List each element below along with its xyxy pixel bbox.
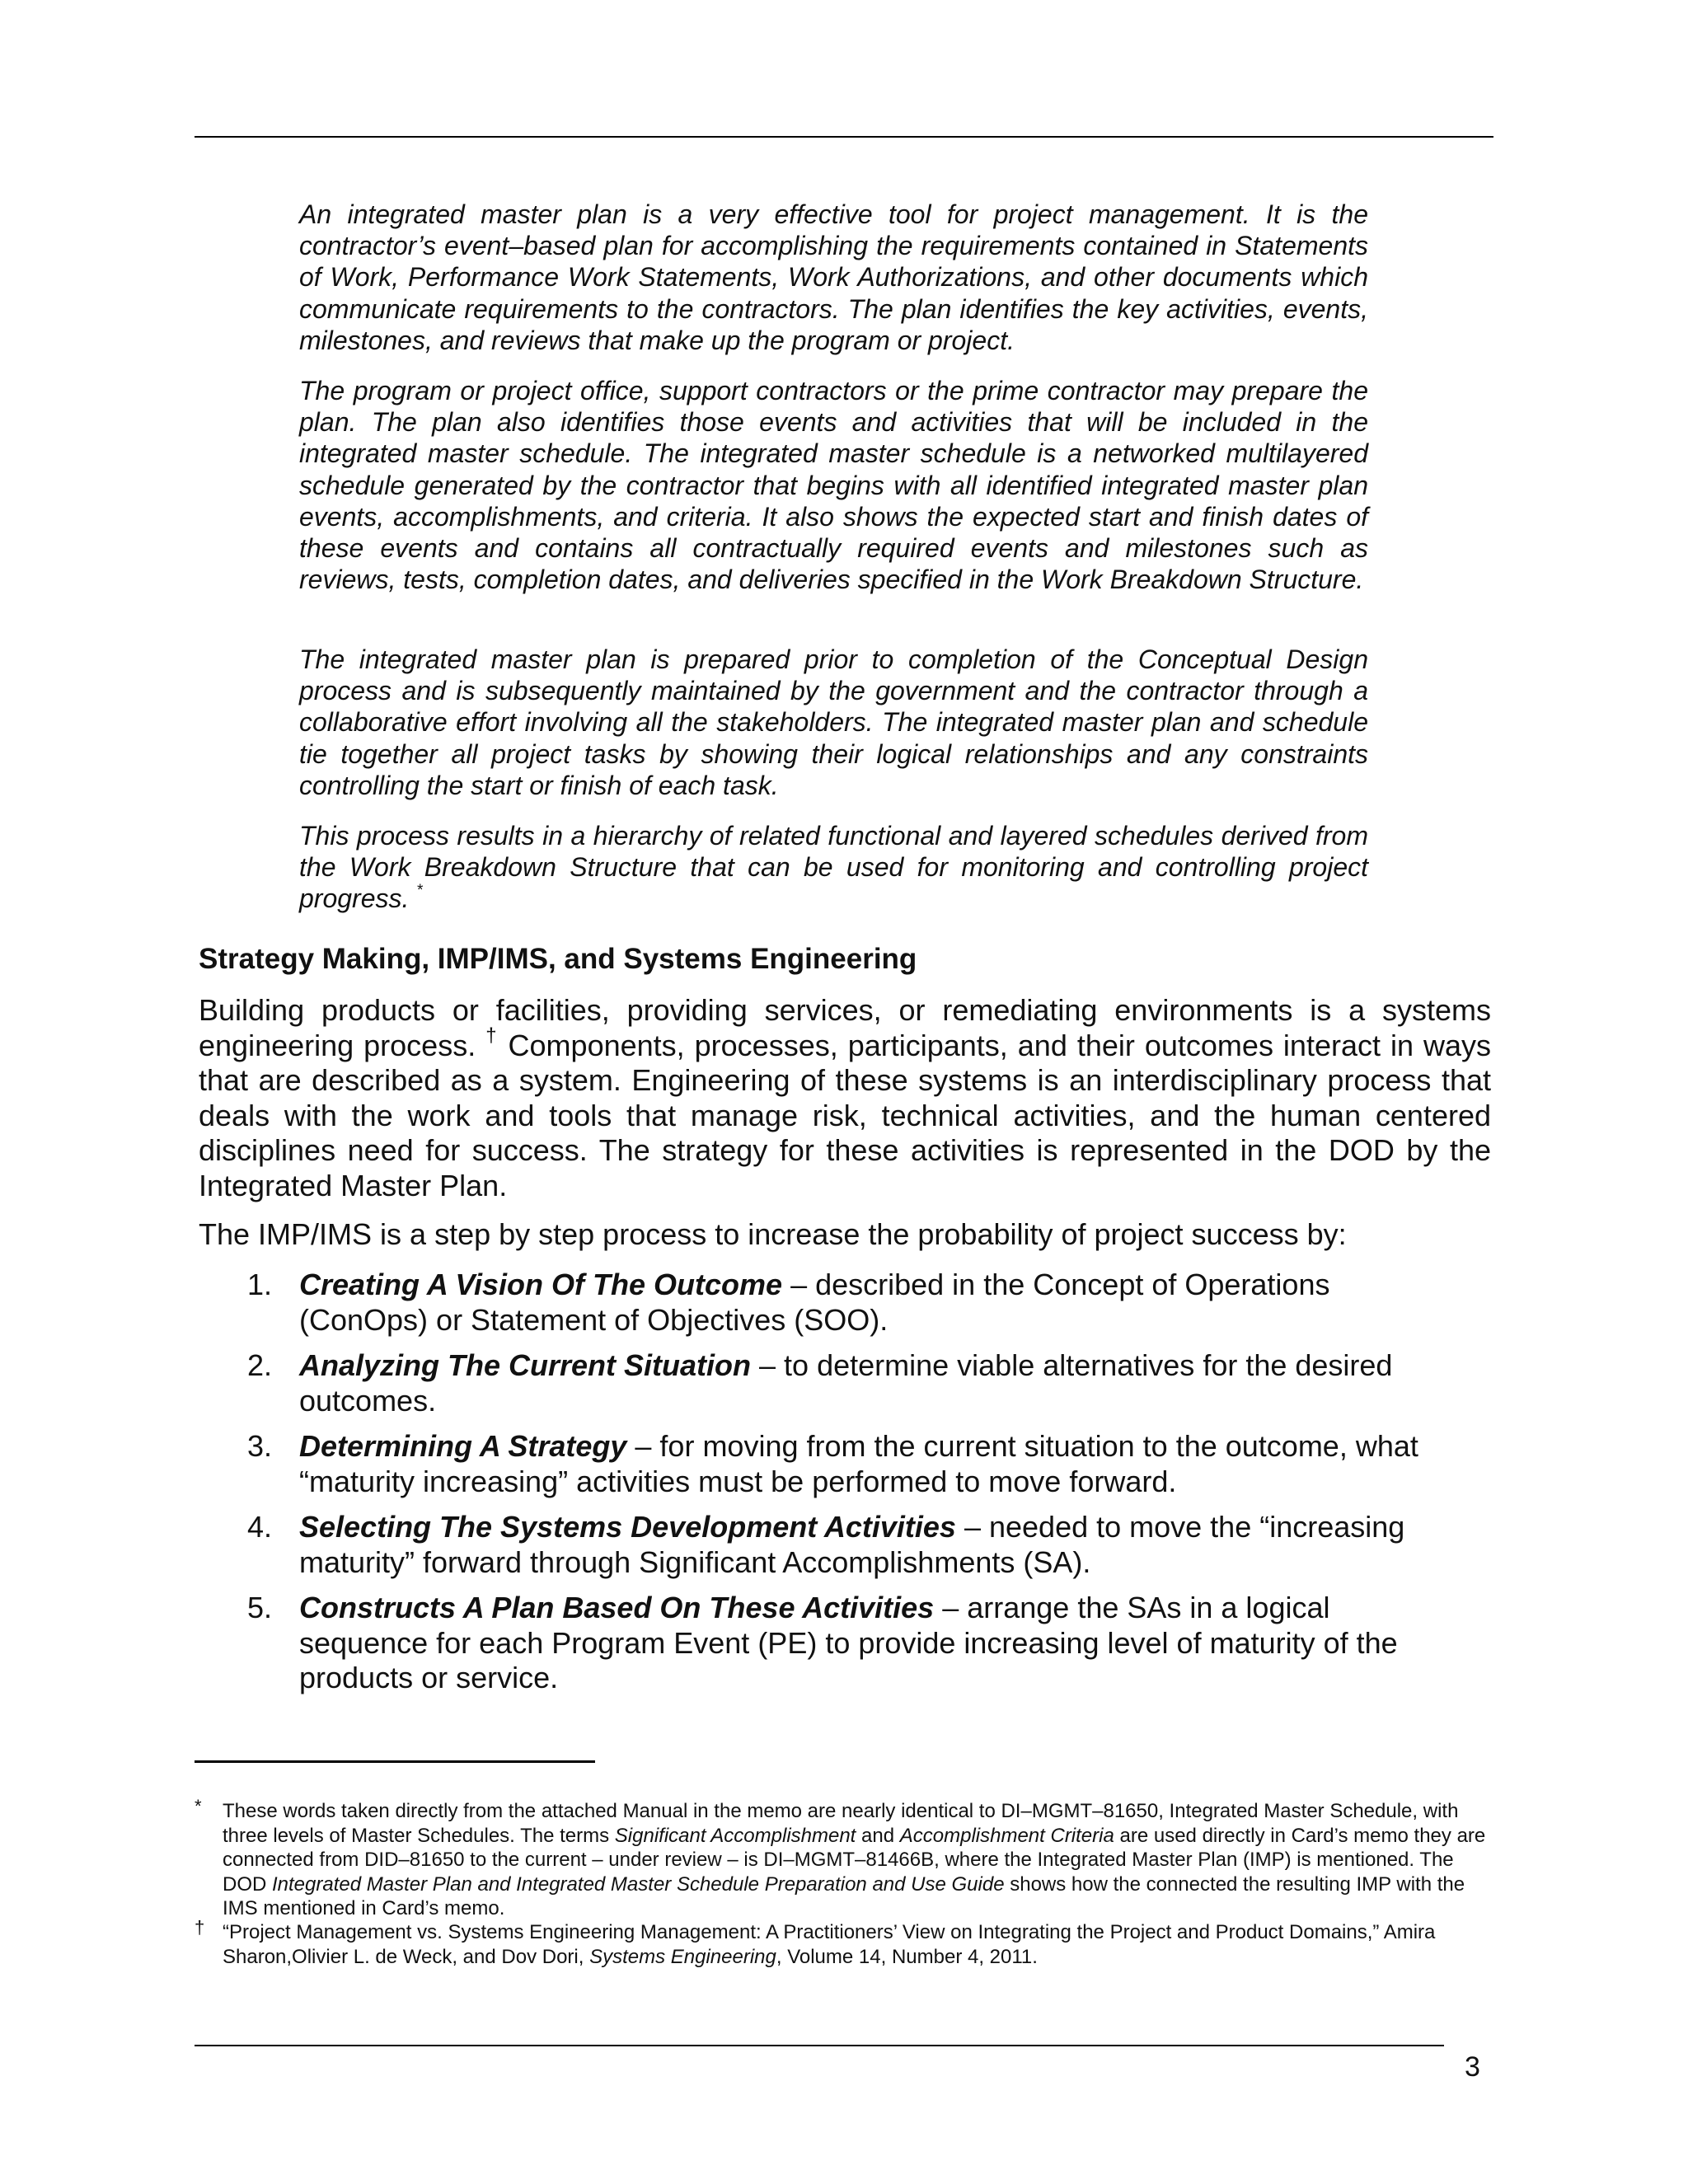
footnote-1-text [223, 1799, 1496, 1921]
list-item-text [299, 1348, 1435, 1418]
footnote-1-italic-term: Accomplishment Criteria [899, 1824, 1114, 1847]
footnote-2-segment: , Volume 14, Number 4, 2011. [776, 1945, 1038, 1968]
footnote-1-italic-title: Integrated Master Plan and Integrated Master Schedule Preparation and Use Guide [272, 1872, 1005, 1896]
list-item-description: – described in the Concept of Operations (ConOps) or Statement of Objectives (SOO). [299, 1268, 1330, 1337]
footnote-1-mark: * [195, 1796, 202, 1816]
list-item-description: – for moving from the current situation to the outcome, what “maturity increasing” activities must be performed to move forward. [299, 1429, 1418, 1498]
list-item-description: – needed to move the “increasing maturity” forward through Significant Accomplishments (SA). [299, 1510, 1405, 1579]
quote-paragraph-3: The integrated master plan is prepared prior to completion of the Conceptual Design process and is subsequently maintained by the government and the contractor through a collaborative effort involving all the stakeholders. The integrated master plan and schedule tie together all project tasks by showing their logical relationships and any constraints controlling the start or finish of each task. [299, 644, 1368, 800]
footnote-1-segment: are used directly in Card’s memo they are connected from DID–81650 to the current – under review – is DI–MGMT–81466B, where the Integrated Master Plan (IMP) is mentioned. The DOD [223, 1824, 1486, 1896]
list-item-text [299, 1510, 1435, 1580]
body-paragraph-1 [199, 993, 1491, 1203]
list-item-number: 4. [247, 1510, 273, 1544]
footnote-ref-asterisk: * [416, 882, 423, 900]
quote-paragraph-4-text: This process results in a hierarchy of related functional and layered schedules derived from the Work Breakdown Structure that can be used for monitoring and controlling project progress. [299, 821, 1368, 914]
list-item-text [299, 1429, 1435, 1499]
section-heading: Strategy Making, IMP/IMS, and Systems Engineering [199, 943, 917, 975]
list-item-title: Creating A Vision Of The Outcome [299, 1268, 783, 1301]
footnote-1-segment: and [856, 1824, 900, 1847]
list-item-description: – to determine viable alternatives for the desired outcomes. [299, 1348, 1393, 1418]
footnote-2-mark: † [195, 1917, 205, 1938]
list-item-title: Constructs A Plan Based On These Activities [299, 1591, 935, 1624]
page-number: 3 [1465, 2051, 1480, 2083]
footer-rule [195, 2045, 1444, 2046]
quote-paragraph-2: The program or project office, support contractors or the prime contractor may prepare the plan. The plan also identifies those events and activities that will be included in the integrated master schedule. The integrated master schedule is a networked multilayered schedule generated by the contractor that begins with all identified integrated master plan events, accomplishments, and criteria. It also shows the expected start and finish dates of these events and contains all contractually required events and milestones such as reviews, tests, completion dates, and deliveries specified in the Work Breakdown Structure. [299, 376, 1368, 595]
list-item-number: 3. [247, 1429, 273, 1463]
footnote-1-italic-term: Significant Accomplishment [614, 1824, 856, 1847]
body-paragraph-1-end: Components, processes, participants, and their outcomes interact in ways that are described as a system. Engineering of these systems is an interdisciplinary process that deals with the work and tools that manage risk, technical activities, and the human centered disciplines need for success. The strategy for these activities is represented in the DOD by the Integrated Master Plan. [199, 1028, 1491, 1202]
quote-paragraph-1: An integrated master plan is a very effective tool for project management. It is the contractor’s event–based plan for accomplishing the requirements contained in Statements of Work, Performance Work Statements, Work Authorizations, and other documents which communicate requirements to the contractors. The plan identifies the key activities, events, milestones, and reviews that make up the program or project. [299, 199, 1368, 355]
list-item-title: Determining A Strategy [299, 1429, 627, 1463]
footnote-2-text [223, 1920, 1496, 1969]
quote-paragraph-4 [299, 820, 1368, 915]
list-item-title: Analyzing The Current Situation [299, 1348, 752, 1382]
list-item-description: – arrange the SAs in a logical sequence for each Program Event (PE) to provide increasing level of maturity of the products or service. [299, 1591, 1398, 1694]
body-paragraph-1-start: Building products or facilities, providing services, or remediating environments is a systems engineering process. [199, 993, 1491, 1062]
footnote-1-segment: These words taken directly from the attached Manual in the memo are nearly identical to DI–MGMT–81650, Integrated Master Schedule, with three levels of Master Schedules. The terms [223, 1800, 1459, 1847]
list-item-number: 1. [247, 1268, 273, 1301]
list-item-number: 2. [247, 1348, 273, 1382]
list-item-title: Selecting The Systems Development Activities [299, 1510, 956, 1544]
list-item-number: 5. [247, 1591, 273, 1624]
footnote-ref-dagger: † [485, 1024, 499, 1047]
header-rule [195, 136, 1493, 138]
footnote-2-italic-journal: Systems Engineering [589, 1945, 776, 1968]
footnote-2-segment: “Project Management vs. Systems Engineering Management: A Practitioners’ View on Integrating the Project and Product Domains,” Amira Sharon,Olivier L. de Weck, and Dov Dori, [223, 1921, 1436, 1968]
footnote-separator [195, 1760, 595, 1763]
list-item-text [299, 1268, 1435, 1338]
footnote-1-segment: shows how the connected the resulting IMP with the IMS mentioned in Card’s memo. [223, 1872, 1465, 1919]
list-item-text [299, 1591, 1435, 1696]
body-paragraph-2: The IMP/IMS is a step by step process to increase the probability of project success by: [199, 1217, 1347, 1251]
